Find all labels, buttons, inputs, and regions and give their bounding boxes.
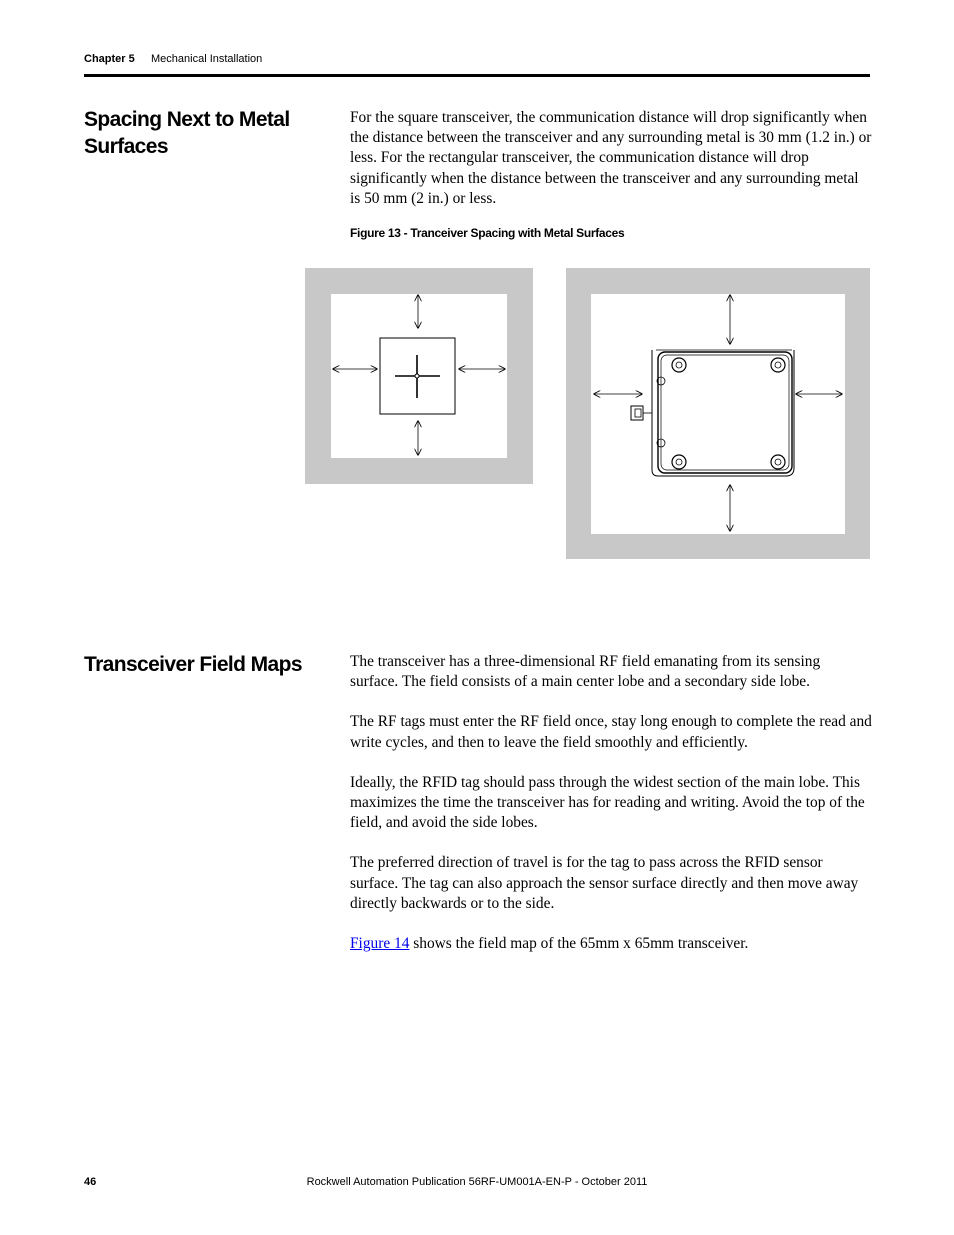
field-maps-paragraph-1: The transceiver has a three-dimensional RF field emanating from its sensing surface. The field consists of a main center lobe and a secondary side lobe. [350, 653, 821, 691]
spacing-heading: Spacing Next to Metal Surfaces [84, 108, 290, 158]
publication-footer: Rockwell Automation Publication 56RF-UM001A-EN-P - October 2011 [306, 1176, 648, 1188]
field-maps-paragraph-2: The RF tags must enter the RF field once, stay long enough to complete the read and write cycles, and then to leave the field smoothly and efficiently. [350, 713, 872, 751]
rectangular-transceiver-figure [566, 268, 870, 559]
field-maps-body [350, 652, 872, 974]
header-rule [84, 74, 870, 77]
running-header [84, 53, 263, 65]
square-transceiver-figure [305, 268, 533, 484]
field-maps-heading: Transceiver Field Maps [84, 653, 302, 676]
page-number: 46 [84, 1176, 97, 1188]
field-maps-paragraph-3: Ideally, the RFID tag should pass through the widest section of the main lobe. This maximizes the time the transceiver has for reading and writing. Avoid the top of the field, and avoid the side lobes. [350, 773, 865, 832]
field-maps-paragraph-4: The preferred direction of travel is for the tag to pass across the RFID sensor surface. The tag can also approach the sensor surface directly and then move away directly backwards or to the side. [350, 854, 859, 912]
clearance-area [591, 294, 845, 534]
field-maps-paragraph-5-text: shows the field map of the 65mm x 65mm transceiver. [409, 935, 749, 953]
figure-caption: Figure 13 - Tranceiver Spacing with Metal Surfaces [350, 226, 625, 240]
figure-14-link[interactable]: Figure 14 [350, 935, 410, 953]
chapter-label: Chapter 5 [84, 53, 135, 65]
section-label: Mechanical Installation [151, 53, 263, 65]
field-maps-paragraph-5 [350, 934, 872, 954]
spacing-paragraph: For the square transceiver, the communication distance will drop significantly when the distance between the transceiver and any surrounding metal is 30 mm (1.2 in.) or less. For the rectangular transceiver, the communication distance will drop significantly when the distance between the transceiver and any surrounding metal is 50 mm (2 in.) or less. [350, 109, 872, 207]
spacing-body [350, 108, 872, 229]
